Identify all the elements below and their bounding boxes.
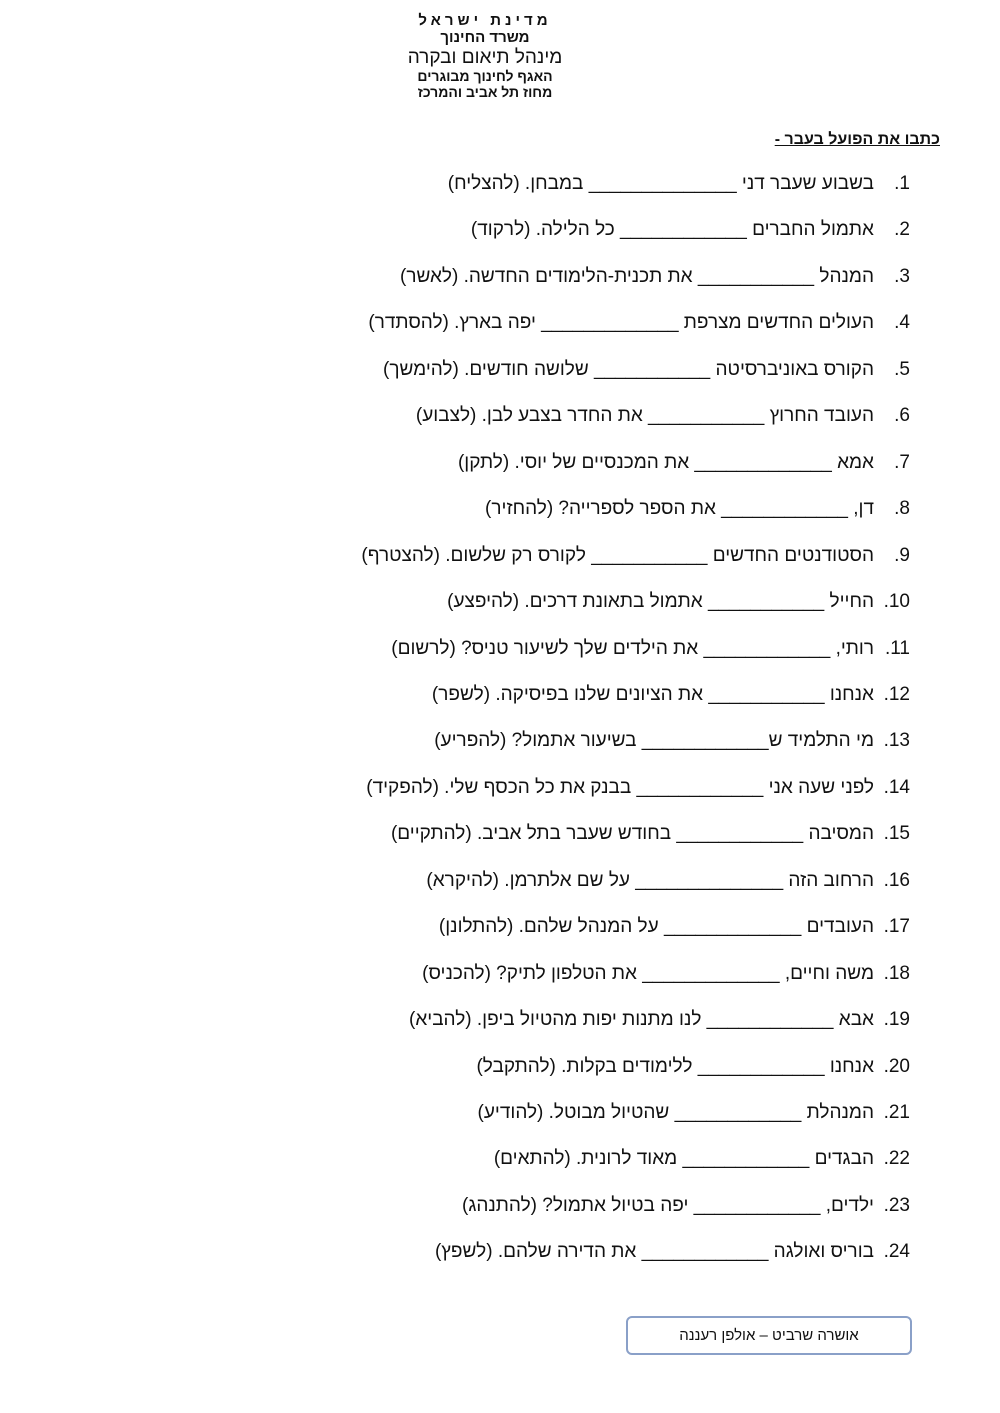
exercise-number: 10. bbox=[883, 591, 910, 612]
exercise-number: 8. bbox=[894, 498, 910, 519]
letterhead-region: מחוז תל אביב והמרכז bbox=[417, 84, 553, 101]
exercise-number: 4. bbox=[894, 312, 910, 333]
exercise-sentence: העובדים _____________ על המנהל שלהם. (להתלונן) bbox=[438, 916, 874, 937]
exercise-sentence: החייל ___________ אתמול בתאונת דרכים. (להיפצע) bbox=[447, 591, 874, 612]
exercise-item bbox=[476, 1052, 910, 1082]
exercise-number: 17. bbox=[883, 916, 910, 937]
exercise-sentence: המסיבה ____________ בחודש שעבר בתל אביב. (להתקיים) bbox=[390, 823, 874, 844]
exercise-sentence: אמא _____________ את המכנסיים של יוסי. (לתקן) bbox=[457, 452, 874, 473]
exercise-sentence: הקורס באוניברסיטה ___________ שלושה חודשים. (להימשך) bbox=[383, 359, 874, 380]
exercise-item bbox=[462, 1191, 910, 1221]
exercise-item bbox=[400, 262, 910, 292]
exercise-sentence: העולים החדשים מצרפת _____________ יפה בארץ. (להסתדר) bbox=[368, 312, 874, 333]
exercise-item bbox=[435, 1237, 910, 1267]
exercise-sentence: המנהל ___________ את תכנית-הלימודים החדשה. (לאשר) bbox=[400, 266, 874, 287]
exercise-item bbox=[485, 494, 910, 524]
exercise-sentence: הבגדים ____________ מאוד לרונית. (להתאים) bbox=[493, 1148, 874, 1169]
exercise-sentence: העובד החרוץ ___________ את החדר בצבע לבן. (לצבוע) bbox=[415, 405, 874, 426]
exercise-sentence: דן, ____________ את הספר לספרייה? (להחזיר) bbox=[485, 498, 874, 519]
exercise-item bbox=[439, 912, 910, 942]
exercise-sentence: רותי, ____________ את הילדים שלך לשיעור טניס? (לרשום) bbox=[391, 638, 874, 659]
exercise-item bbox=[478, 1098, 910, 1128]
exercise-number: 21. bbox=[883, 1102, 910, 1123]
exercise-item bbox=[391, 819, 910, 849]
exercise-item bbox=[409, 1005, 910, 1035]
exercise-sentence: בוריס ואולגה ____________ את הדירה שלהם. (לשפץ) bbox=[434, 1241, 874, 1262]
exercise-number: 22. bbox=[883, 1148, 910, 1169]
exercise-item bbox=[368, 308, 910, 338]
exercise-item bbox=[361, 541, 910, 571]
exercise-number: 15. bbox=[883, 823, 910, 844]
exercise-item bbox=[366, 773, 910, 803]
exercise-item bbox=[458, 448, 910, 478]
exercise-item bbox=[432, 680, 910, 710]
exercise-number: 5. bbox=[894, 359, 910, 380]
exercise-number: 18. bbox=[883, 963, 910, 984]
exercise-number: 11. bbox=[884, 638, 910, 659]
exercise-sentence: ילדים, ____________ יפה בטיול אתמול? (להתנהג) bbox=[462, 1195, 874, 1216]
exercise-number: 23. bbox=[883, 1195, 910, 1216]
exercise-sentence: בשבוע שעבר דני ______________ במבחן. (להצליח) bbox=[447, 173, 874, 194]
exercise-sentence: הרחוב הזה ______________ על שם אלתרמן. (להיקרא) bbox=[426, 870, 874, 891]
exercise-number: 19. bbox=[883, 1009, 910, 1030]
exercise-sentence: משה וחיים, _____________ את הטלפון לתיק? (להכניס) bbox=[422, 963, 874, 984]
exercise-number: 12. bbox=[883, 684, 910, 705]
exercise-item bbox=[471, 215, 910, 245]
exercise-item bbox=[494, 1144, 910, 1174]
letterhead-department: האגף לחינוך מבוגרים bbox=[417, 68, 553, 85]
exercise-item bbox=[426, 866, 910, 896]
letterhead-administration: מינהל תיאום ובקרה bbox=[407, 46, 563, 68]
exercise-number: 16. bbox=[883, 870, 910, 891]
exercise-number: 13. bbox=[883, 730, 910, 751]
exercise-item bbox=[448, 169, 910, 199]
exercise-sentence: אתמול החברים ____________ כל הלילה. (לרקוד) bbox=[470, 219, 874, 240]
exercise-number: 7. bbox=[894, 452, 910, 473]
exercise-sentence: אבא ____________ לנו מתנות יפות מהטיול ביפן. (להביא) bbox=[409, 1009, 874, 1030]
exercise-item bbox=[447, 587, 910, 617]
exercise-number: 1. bbox=[894, 173, 910, 194]
exercise-sentence: המנהלת ____________ שהטיול מבוטל. (להודיע) bbox=[477, 1102, 874, 1123]
exercise-sentence: הסטודנטים החדשים ___________ לקורס רק שלשום. (להצטרף) bbox=[361, 545, 874, 566]
exercise-sentence: לפני שעה אני ____________ בבנק את כל הכסף שלי. (להפקיד) bbox=[366, 777, 874, 798]
exercise-item bbox=[391, 634, 910, 664]
exercise-number: 14. bbox=[883, 777, 910, 798]
exercise-item bbox=[416, 401, 910, 431]
exercise-number: 9. bbox=[894, 545, 910, 566]
exercise-number: 6. bbox=[894, 405, 910, 426]
exercise-item bbox=[422, 959, 910, 989]
exercise-number: 24. bbox=[883, 1241, 910, 1262]
exercise-item bbox=[434, 726, 910, 756]
letterhead-state: מדינת ישראל bbox=[418, 12, 552, 29]
exercise-item bbox=[383, 355, 910, 385]
exercise-number: 2. bbox=[894, 219, 910, 240]
exercise-sentence: מי התלמיד ש____________ בשיעור אתמול? (להפריע) bbox=[434, 730, 874, 751]
author-credit-box bbox=[626, 1316, 912, 1355]
exercise-number: 3. bbox=[894, 266, 910, 287]
exercise-number: 20. bbox=[883, 1056, 910, 1077]
author-credit: אושרה שרביט – אולפן רעננה bbox=[679, 1327, 859, 1344]
letterhead-ministry: משרד החינוך bbox=[440, 29, 530, 47]
exercise-sentence: אנחנו ___________ את הציונים שלנו בפיסיקה. (לשפר) bbox=[431, 684, 874, 705]
exercise-instruction: כתבו את הפועל בעבר - bbox=[774, 131, 940, 148]
exercise-sentence: אנחנו ____________ ללימודים בקלות. (להתקבל) bbox=[476, 1056, 874, 1077]
